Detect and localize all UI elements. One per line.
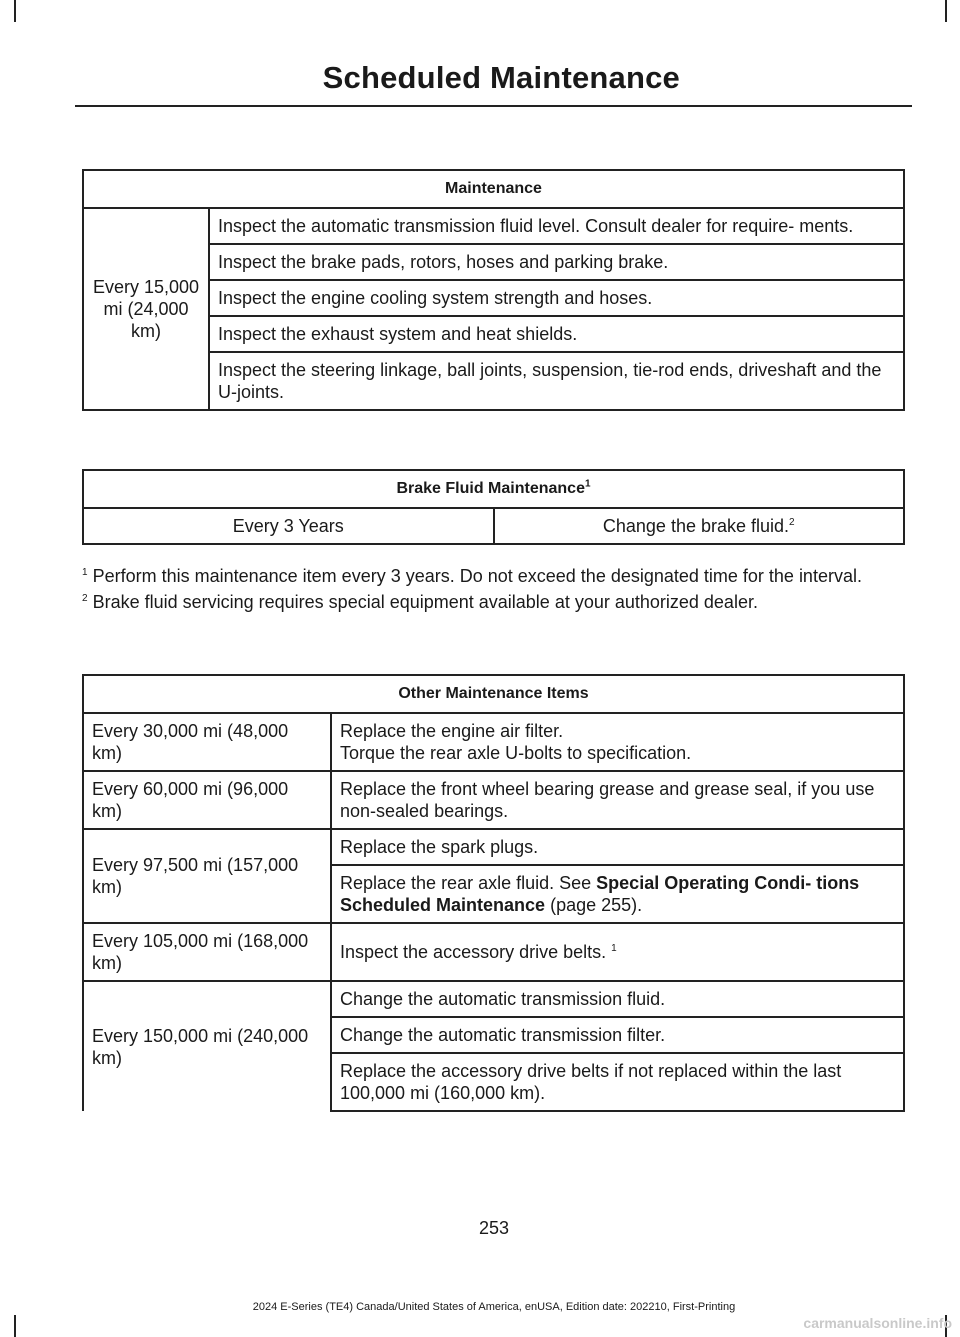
interval-cell: Every 105,000 mi (168,000 km) [83,923,331,981]
interval-cell: Every 150,000 mi (240,000 km) [83,981,331,1111]
crop-mark [945,0,947,22]
table-cell [494,508,905,544]
interval-cell: Every 15,000 mi (24,000 km) [83,208,209,410]
interval-cell: Every 97,500 mi (157,000 km) [83,829,331,923]
crop-mark [14,1315,16,1337]
table-cell: Replace the spark plugs. [331,829,904,865]
maintenance-table [82,169,905,411]
table-caption: Other Maintenance Items [83,675,904,713]
table-cell: Change the automatic transmission filter. [331,1017,904,1053]
item-line: Replace the engine air filter. [340,721,564,741]
item-line: Torque the rear axle U-bolts to specification. [340,743,692,763]
table-cell [331,923,904,981]
table-cell: Replace the front wheel bearing grease and grease seal, if you use non-sealed bearings. [331,771,904,829]
table-caption [83,470,904,508]
other-maintenance-table [82,674,905,1112]
table-cell: Inspect the exhaust system and heat shields. [209,316,904,352]
table-cell: Inspect the steering linkage, ball joints, suspension, tie-rod ends, driveshaft and the U-joints. [209,352,904,410]
footnote-marker: 1 [82,567,88,578]
page-reference: (page 255). [550,895,643,915]
header-divider [75,105,912,107]
interval-cell: Every 3 Years [83,508,494,544]
edition-line: 2024 E-Series (TE4) Canada/United States of America, enUSA, Edition date: 202210, First-Printing [252,1301,736,1313]
footnote-ref: 2 [789,517,795,528]
item-text: Change the brake fluid. [602,516,790,536]
table-cell: Inspect the engine cooling system strength and hoses. [209,280,904,316]
footnote-text: Perform this maintenance item every 3 years. Do not exceed the designated time for the interval. [92,566,862,586]
interval-cell: Every 60,000 mi (96,000 km) [83,771,331,829]
table-cell [331,713,904,771]
caption-text: Brake Fluid Maintenance [396,480,585,497]
footnote [82,565,907,587]
table-cell: Change the automatic transmission fluid. [331,981,904,1017]
table-cell: Inspect the brake pads, rotors, hoses and parking brake. [209,244,904,280]
footnotes [82,565,907,617]
item-text: Inspect the accessory drive belts. [340,942,607,962]
table-cell: Inspect the automatic transmission fluid level. Consult dealer for require- ments. [209,208,904,244]
watermark: carmanualsonline.info [803,1315,952,1331]
crop-mark [14,0,16,22]
item-text: Replace the rear axle fluid. See [340,873,592,893]
brake-fluid-table [82,469,905,545]
footnote-ref: 1 [611,943,617,954]
table-cell: Replace the accessory drive belts if not replaced within the last 100,000 mi (160,000 km). [331,1053,904,1111]
footnote-marker: 2 [82,593,88,604]
page-title: Scheduled Maintenance [322,60,680,95]
table-caption: Maintenance [83,170,904,208]
interval-cell: Every 30,000 mi (48,000 km) [83,713,331,771]
footnote-text: Brake fluid servicing requires special equipment available at your authorized dealer. [92,592,758,612]
footnote-ref: 1 [584,478,591,490]
footnote [82,591,907,613]
page-number: 253 [478,1218,510,1238]
cross-reference-link[interactable]: Special Operating Condi- tions Scheduled Maintenance [340,873,860,915]
table-cell [331,865,904,923]
